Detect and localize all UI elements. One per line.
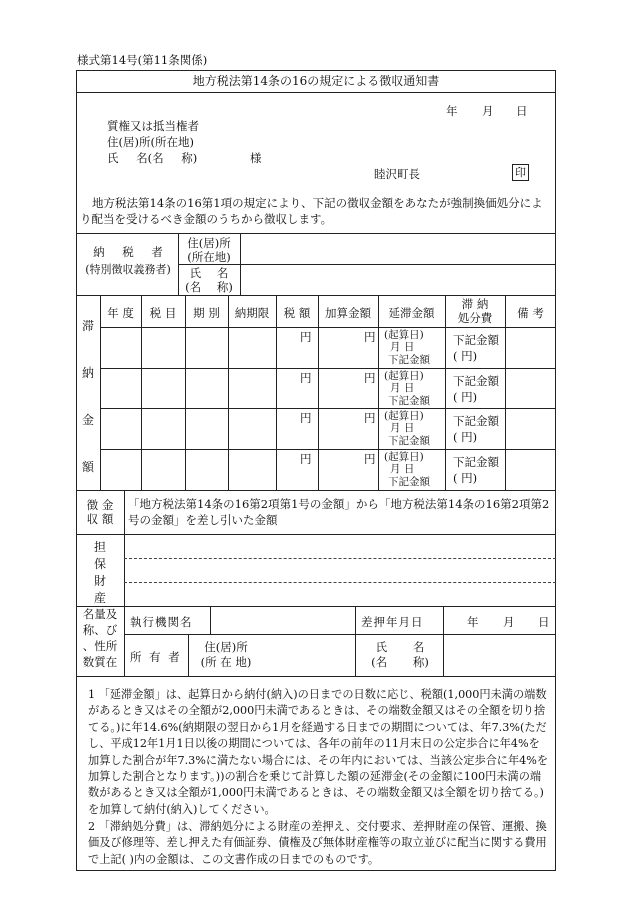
tax-amount-yen: 円 — [300, 330, 312, 344]
owner-address-label: 住(居)所 (所 在 地) — [200, 640, 252, 669]
issuer-name: 睦沢町長 — [374, 167, 420, 181]
header-fiscal-year: 年 度 — [107, 306, 134, 320]
tax-amount-yen: 円 — [300, 371, 312, 385]
calc-start-month-day: 月 日 — [390, 341, 415, 353]
disposal-subtotal-yen: ( 円) — [453, 471, 478, 485]
additional-amount-yen: 円 — [364, 452, 376, 466]
seal-mark: 印 — [512, 164, 529, 181]
calc-start-date-label: (起算日) — [384, 370, 424, 382]
seizure-year-label: 年 — [467, 615, 479, 629]
note-1: 1 「延滞金額」は、起算日から納付(納入)の日までの日数に応じ、税額(1,000円未満の端数があるとき又はその全額が2,000円未満であるときは、その端数金額又はその全額を切り捨てる。)に年14.6%(納期限の翌日から1月を経過する日までの期間については、年7.3%(ただし、平成12年1月1日以後の期間については、各年の前年の11月末日の公定歩合に年4%を加算した割合が年7.3%に満たない場合には、その年内においては、当該公定歩合に年4%を加算した割合となります。))の割合を乗じて計算した額の延滞金(その金額に100円未満の端数があるとき又は全額が1,000円未満であるときは、その端数金額又は全額を切り捨てる。)を加算して納付(納入)してください。 — [88, 688, 549, 816]
date-day-label: 日 — [516, 104, 528, 118]
header-tax-item: 税 目 — [149, 306, 177, 320]
name-quantity-location-label: 名量及 称、び 、性所 数質在 — [82, 607, 118, 669]
delinquency-subtotal-label: 下記金額 — [388, 395, 430, 407]
addressee-type: 質権又は抵当権者 — [107, 119, 199, 133]
collateral-label-2: 保 — [93, 557, 106, 571]
calc-start-month-day: 月 日 — [390, 422, 415, 434]
delinquency-subtotal-label: 下記金額 — [388, 354, 430, 366]
executing-agency-label: 執行機関名 — [130, 615, 193, 629]
honorific: 様 — [250, 151, 262, 165]
arrears-side-label-3: 金 — [81, 413, 94, 427]
calc-start-date-label: (起算日) — [384, 410, 424, 422]
collateral-label-4: 産 — [93, 591, 106, 605]
arrears-side-label-4: 額 — [81, 460, 94, 474]
tax-amount-yen: 円 — [300, 411, 312, 425]
seizure-date-label: 差押年月日 — [361, 615, 424, 629]
collection-amount-text: 「地方税法第14条の16第2項第1号の金額」から「地方税法第14条の16第2項第2号の金額」を差し引いた金額 — [128, 497, 550, 527]
seizure-month-label: 月 — [503, 615, 515, 629]
collection-amount-label: 徴 金 収 額 — [86, 498, 114, 526]
form-title: 地方税法第14条の16の規定による徴収通知書 — [192, 74, 440, 88]
special-collector-label: (特別徴収義務者) — [85, 263, 171, 276]
taxpayer-address-label: 住(居)所 (所在地) — [187, 236, 231, 264]
date-year-label: 年 — [446, 104, 458, 118]
taxpayer-name-label: 氏 名 (名 称) — [185, 266, 233, 294]
header-disposal-fee: 滞 納 処分費 — [457, 297, 493, 325]
header-due-date: 納期限 — [234, 306, 270, 320]
form-number: 様式第14号(第11条関係) — [77, 53, 208, 67]
disposal-subtotal-label: 下記金額 — [453, 333, 499, 347]
header-additional-amount: 加算金額 — [325, 306, 371, 320]
note-2: 2 「滞納処分費」は、滞納処分による財産の差押え、交付要求、差押財産の保管、運搬、換価及び修理等、差し押えた有価証券、債権及び無体財産権等の取立並びに配当に関する費用で上記( )内の金額は、この文書作成の日までのものです。 — [88, 820, 547, 866]
owner-name-label: 氏 名 (名 称) — [371, 640, 429, 669]
tax-amount-yen: 円 — [300, 452, 312, 466]
delinquency-subtotal-label: 下記金額 — [388, 476, 430, 488]
date-month-label: 月 — [482, 104, 494, 118]
calc-start-month-day: 月 日 — [390, 463, 415, 475]
notice-body-text: 地方税法第14条の16第1項の規定により、下記の徴収金額をあなたが強制換価処分により配当を受けるべき金額のうちから徴収します。 — [80, 196, 543, 226]
calc-start-date-label: (起算日) — [384, 451, 424, 463]
additional-amount-yen: 円 — [364, 411, 376, 425]
disposal-subtotal-yen: ( 円) — [453, 349, 478, 363]
header-delinquency-amount: 延滞金額 — [388, 306, 435, 320]
header-tax-amount: 税 額 — [283, 306, 311, 320]
disposal-subtotal-label: 下記金額 — [453, 374, 499, 388]
disposal-subtotal-label: 下記金額 — [453, 455, 499, 469]
header-period: 期 別 — [193, 306, 220, 320]
calc-start-date-label: (起算日) — [384, 329, 424, 341]
disposal-subtotal-yen: ( 円) — [453, 390, 478, 404]
seizure-day-label: 日 — [538, 615, 550, 629]
disposal-subtotal-label: 下記金額 — [453, 414, 499, 428]
arrears-side-label-2: 納 — [81, 366, 94, 380]
disposal-subtotal-yen: ( 円) — [453, 430, 478, 444]
calc-start-month-day: 月 日 — [390, 382, 415, 394]
owner-label: 所 有 者 — [130, 650, 180, 664]
addressee-name-label: 氏 名(名 称) — [107, 151, 198, 165]
delinquency-subtotal-label: 下記金額 — [388, 435, 430, 447]
addressee-address-label: 住(居)所(所在地) — [107, 135, 194, 149]
collateral-label-3: 財 — [93, 574, 106, 588]
collateral-label-1: 担 — [93, 540, 106, 554]
header-remarks: 備 考 — [517, 306, 544, 320]
additional-amount-yen: 円 — [364, 330, 376, 344]
additional-amount-yen: 円 — [364, 371, 376, 385]
arrears-side-label-1: 滞 — [81, 319, 94, 333]
taxpayer-label: 納 税 者 — [93, 245, 163, 259]
